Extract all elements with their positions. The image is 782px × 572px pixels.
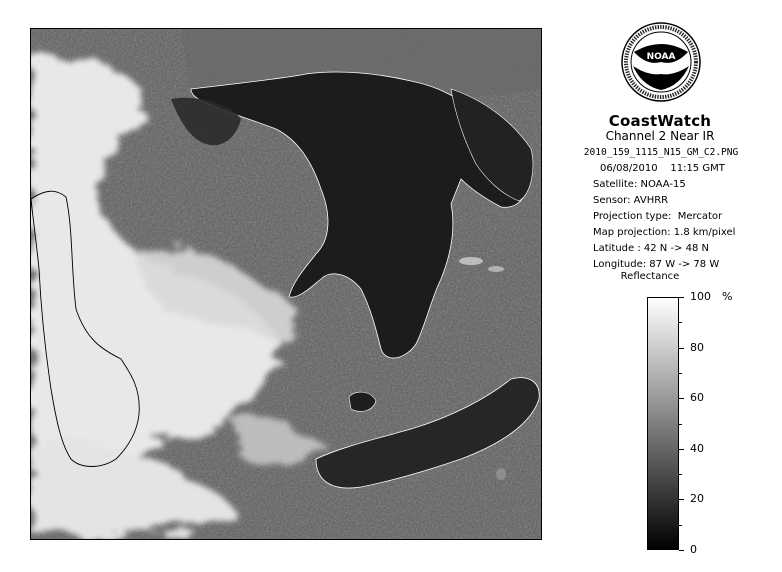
satellite-info: Satellite: NOAA-15 [593,179,686,190]
longitude-range: Longitude: 87 W -> 78 W [593,259,720,270]
colorbar-tick [679,348,684,349]
colorbar-minor-tick [679,322,682,323]
noaa-logo-graphic [620,18,702,106]
colorbar-tick [679,449,684,450]
noaa-logo [620,18,702,106]
noaa-logo-text: NOAA [646,52,676,62]
colorbar-tick-label: 80 [690,341,704,354]
map-canvas [31,29,542,540]
colorbar-minor-tick [679,424,682,425]
colorbar-tick-label: 40 [690,442,704,455]
sensor-info: Sensor: AVHRR [593,195,669,206]
colorbar-tick-label: 100 [690,290,711,303]
colorbar-minor-tick [679,525,682,526]
colorbar-tick [679,550,684,551]
filename: 2010_159_1115_N15_GM_C2.PNG [583,147,739,158]
colorbar-unit: % [722,290,733,303]
date-time: 06/08/2010 11:15 GMT [600,163,725,174]
colorbar-tick-label: 60 [690,391,704,404]
latitude-range: Latitude : 42 N -> 48 N [593,243,709,254]
colorbar-tick [679,499,684,500]
channel-label: Channel 2 Near IR [605,129,715,143]
colorbar-tick [679,297,684,298]
colorbar-minor-tick [679,373,682,374]
colorbar-tick-label: 20 [690,492,704,505]
map-projection: Map projection: 1.8 km/pixel [593,227,736,238]
satellite-image [30,28,542,540]
colorbar [647,297,679,550]
projection-type: Projection type: Mercator [593,211,723,222]
colorbar-tick [679,398,684,399]
colorbar-tick-label: 0 [690,543,697,556]
colorbar-title: Reflectance [620,271,680,282]
colorbar-minor-tick [679,474,682,475]
brand-title: CoastWatch [608,112,712,130]
